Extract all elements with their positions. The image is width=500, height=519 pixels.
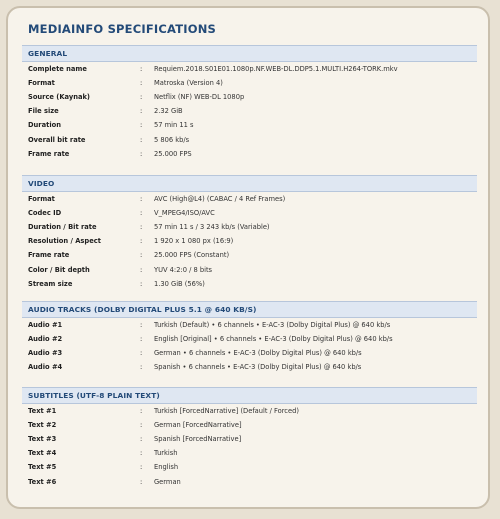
spec-value: Spanish [ForcedNarrative] xyxy=(154,435,242,444)
spec-label: Stream size xyxy=(28,279,73,288)
spec-label: Frame rate xyxy=(28,149,70,158)
spec-label: Audio #1 xyxy=(28,321,63,329)
spec-value: Spanish • 6 channels • E-AC-3 (Dolby Digital Plus) @ 640 kb/s xyxy=(154,363,362,372)
spec-separator: : xyxy=(140,335,143,344)
spec-row xyxy=(28,221,478,233)
spec-row xyxy=(28,134,478,146)
spec-row xyxy=(28,333,478,345)
spec-row xyxy=(28,77,478,89)
spec-separator: : xyxy=(140,65,143,73)
spec-row xyxy=(28,63,478,75)
spec-label: Format xyxy=(28,79,55,88)
spec-separator: : xyxy=(140,209,143,218)
spec-separator: : xyxy=(140,421,143,430)
spec-value: Turkish [ForcedNarrative] (Default / Forced) xyxy=(154,407,299,415)
spec-separator: : xyxy=(140,349,143,358)
section-header-2: VIDEO xyxy=(22,175,477,192)
spec-separator: : xyxy=(140,223,143,232)
spec-label: Text #5 xyxy=(28,463,57,472)
spec-row xyxy=(28,347,478,359)
spec-label: Codec ID xyxy=(28,209,62,218)
spec-value: English [Original] • 6 channels • E-AC-3 (Dolby Digital Plus) @ 640 kb/s xyxy=(154,335,393,344)
spec-value: German • 6 channels • E-AC-3 (Dolby Digital Plus) @ 640 kb/s xyxy=(154,349,362,358)
spec-value: 1 920 x 1 080 px (16:9) xyxy=(154,237,234,246)
spec-value: Netflix (NF) WEB-DL 1080p xyxy=(154,93,245,102)
spec-separator: : xyxy=(140,279,143,288)
spec-value: YUV 4:2:0 / 8 bits xyxy=(154,265,213,274)
spec-value: 57 min 11 s xyxy=(154,121,194,130)
spec-separator: : xyxy=(140,449,143,458)
spec-row xyxy=(28,476,478,488)
spec-separator: : xyxy=(140,135,143,144)
section-header-1: GENERAL xyxy=(22,45,477,62)
spec-row xyxy=(28,235,478,247)
spec-value: 25.000 FPS (Constant) xyxy=(154,251,230,260)
spec-row xyxy=(28,405,478,417)
spec-value: Matroska (Version 4) xyxy=(154,79,223,88)
spec-separator: : xyxy=(140,363,143,372)
spec-label: Color / Bit depth xyxy=(28,265,90,274)
spec-separator: : xyxy=(140,265,143,274)
spec-row xyxy=(28,461,478,473)
spec-separator: : xyxy=(140,79,143,88)
spec-value: 5 806 kb/s xyxy=(154,135,190,144)
spec-row xyxy=(28,207,478,219)
spec-row xyxy=(28,264,478,276)
spec-value: English xyxy=(154,463,179,472)
spec-row xyxy=(28,419,478,431)
spec-row xyxy=(28,319,478,331)
spec-row xyxy=(28,361,478,373)
spec-label: Text #3 xyxy=(28,435,57,444)
spec-label: Audio #4 xyxy=(28,363,63,372)
spec-value: Requiem.2018.S01E01.1080p.NF.WEB-DL.DDP5.1.MULTI.H264-TORK.mkv xyxy=(154,65,398,73)
spec-value: V_MPEG4/ISO/AVC xyxy=(154,209,215,218)
spec-label: Duration xyxy=(28,121,61,130)
spec-value: 1.30 GiB (56%) xyxy=(154,279,205,288)
spec-row xyxy=(28,119,478,131)
spec-row xyxy=(28,447,478,459)
spec-separator: : xyxy=(140,195,143,203)
spec-value: German [ForcedNarrative] xyxy=(154,421,242,430)
spec-value: 2.32 GiB xyxy=(154,107,183,116)
spec-value: 25.000 FPS xyxy=(154,149,192,158)
spec-label: Resolution / Aspect xyxy=(28,237,101,246)
spec-label: Text #4 xyxy=(28,449,57,458)
spec-label: Audio #2 xyxy=(28,335,63,344)
spec-label: Duration / Bit rate xyxy=(28,223,97,232)
spec-label: Source (Kaynak) xyxy=(28,93,90,102)
spec-separator: : xyxy=(140,107,143,116)
specs-panel xyxy=(6,6,490,509)
spec-value: AVC (High@L4) (CABAC / 4 Ref Frames) xyxy=(154,195,286,203)
spec-row xyxy=(28,249,478,261)
spec-label: Audio #3 xyxy=(28,349,63,358)
spec-separator: : xyxy=(140,463,143,472)
spec-value: German xyxy=(154,477,181,486)
spec-label: Text #1 xyxy=(28,407,57,415)
spec-value: 57 min 11 s / 3 243 kb/s (Variable) xyxy=(154,223,270,232)
spec-separator: : xyxy=(140,435,143,444)
spec-row xyxy=(28,278,478,290)
spec-label: Frame rate xyxy=(28,251,70,260)
spec-label: Complete name xyxy=(28,65,87,73)
page-title: MEDIAINFO SPECIFICATIONS xyxy=(28,22,217,36)
spec-value: Turkish (Default) • 6 channels • E-AC-3 (Dolby Digital Plus) @ 640 kb/s xyxy=(154,321,391,329)
spec-separator: : xyxy=(140,477,143,486)
spec-row xyxy=(28,193,478,205)
spec-separator: : xyxy=(140,121,143,130)
spec-label: Format xyxy=(28,195,55,203)
spec-row xyxy=(28,433,478,445)
section-header-3: AUDIO TRACKS (DOLBY DIGITAL PLUS 5.1 @ 640 KB/S) xyxy=(22,301,477,318)
spec-separator: : xyxy=(140,407,143,415)
section-header-4: SUBTITLES (UTF-8 PLAIN TEXT) xyxy=(22,387,477,404)
spec-separator: : xyxy=(140,149,143,158)
spec-separator: : xyxy=(140,93,143,102)
spec-value: Turkish xyxy=(154,449,178,458)
spec-label: File size xyxy=(28,107,59,116)
spec-row xyxy=(28,105,478,117)
spec-row xyxy=(28,91,478,103)
spec-label: Overall bit rate xyxy=(28,135,86,144)
spec-label: Text #2 xyxy=(28,421,57,430)
spec-separator: : xyxy=(140,237,143,246)
spec-row xyxy=(28,148,478,160)
spec-separator: : xyxy=(140,251,143,260)
spec-separator: : xyxy=(140,321,143,329)
spec-label: Text #6 xyxy=(28,477,57,486)
